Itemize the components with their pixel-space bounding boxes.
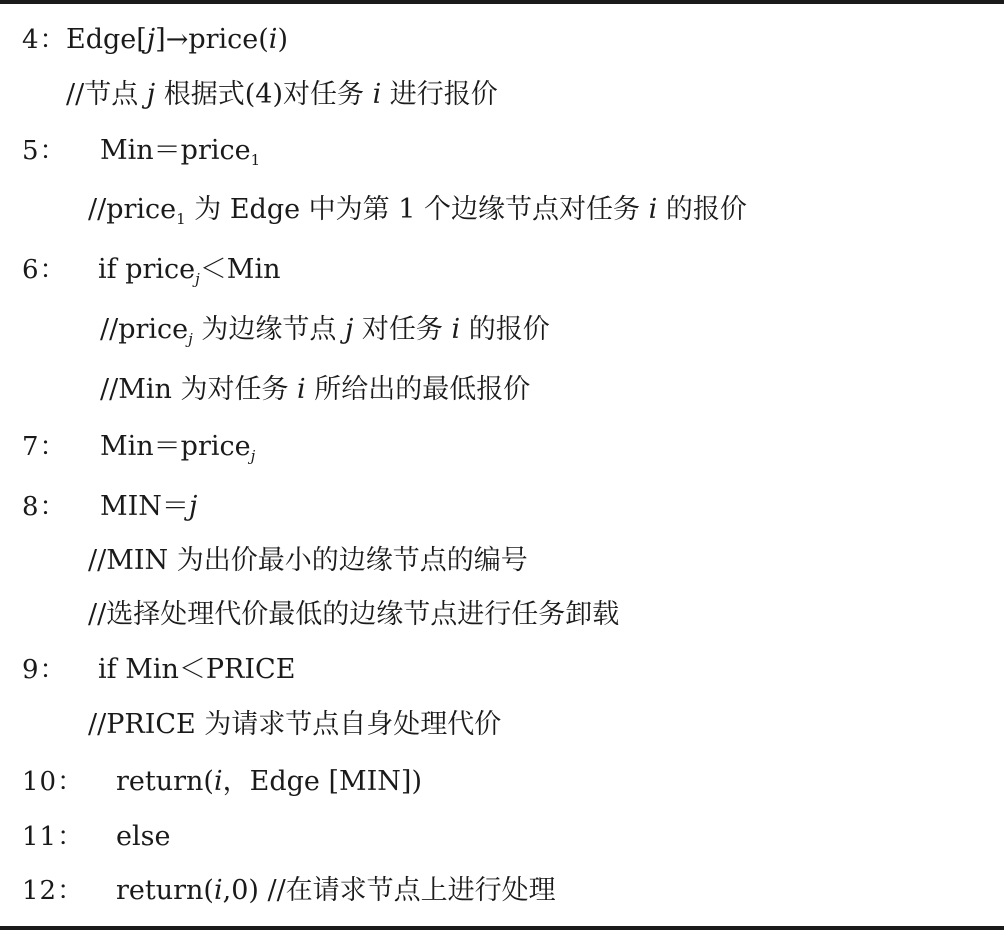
code-text: if price$_j$＜Min xyxy=(98,254,281,288)
line-number: 10： xyxy=(22,767,85,797)
top-rule xyxy=(0,0,1004,4)
comment-text: //price$_j$ 为边缘节点 j 对任务 i 的报价 xyxy=(100,314,550,348)
line-number: 9： xyxy=(22,655,67,685)
comment-text: //PRICE 为请求节点自身处理代价 xyxy=(88,709,502,740)
line-number: 4： xyxy=(22,25,67,55)
code-text: MIN＝j xyxy=(100,491,198,522)
code-text: else xyxy=(116,821,171,852)
code-text: Min＝price$_1$ xyxy=(100,135,261,169)
line-number: 6： xyxy=(22,255,67,285)
code-text: if Min＜PRICE xyxy=(98,654,296,685)
bottom-rule xyxy=(0,926,1004,930)
comment-text: //Min 为对任务 i 所给出的最低报价 xyxy=(100,374,531,405)
line-number: 11： xyxy=(22,822,85,852)
comment-text: //MIN 为出价最小的边缘节点的编号 xyxy=(88,545,528,576)
line-number: 12： xyxy=(22,876,85,906)
comment-text: //price$_1$ 为 Edge 中为第 1 个边缘节点对任务 i 的报价 xyxy=(88,194,747,228)
comment-text: //选择处理代价最低的边缘节点进行任务卸载 xyxy=(88,599,620,630)
code-text: return(i，Edge [MIN]) xyxy=(116,766,422,797)
comment-text: //节点 j 根据式(4)对任务 i 进行报价 xyxy=(66,79,498,110)
line-number: 8： xyxy=(22,492,67,522)
code-text: return(i,0) //在请求节点上进行处理 xyxy=(116,875,556,906)
line-number: 5： xyxy=(22,136,67,166)
code-text: Edge[j]→price(i) xyxy=(66,24,288,55)
code-text: Min＝price$_j$ xyxy=(100,431,256,465)
line-number: 7： xyxy=(22,432,67,462)
